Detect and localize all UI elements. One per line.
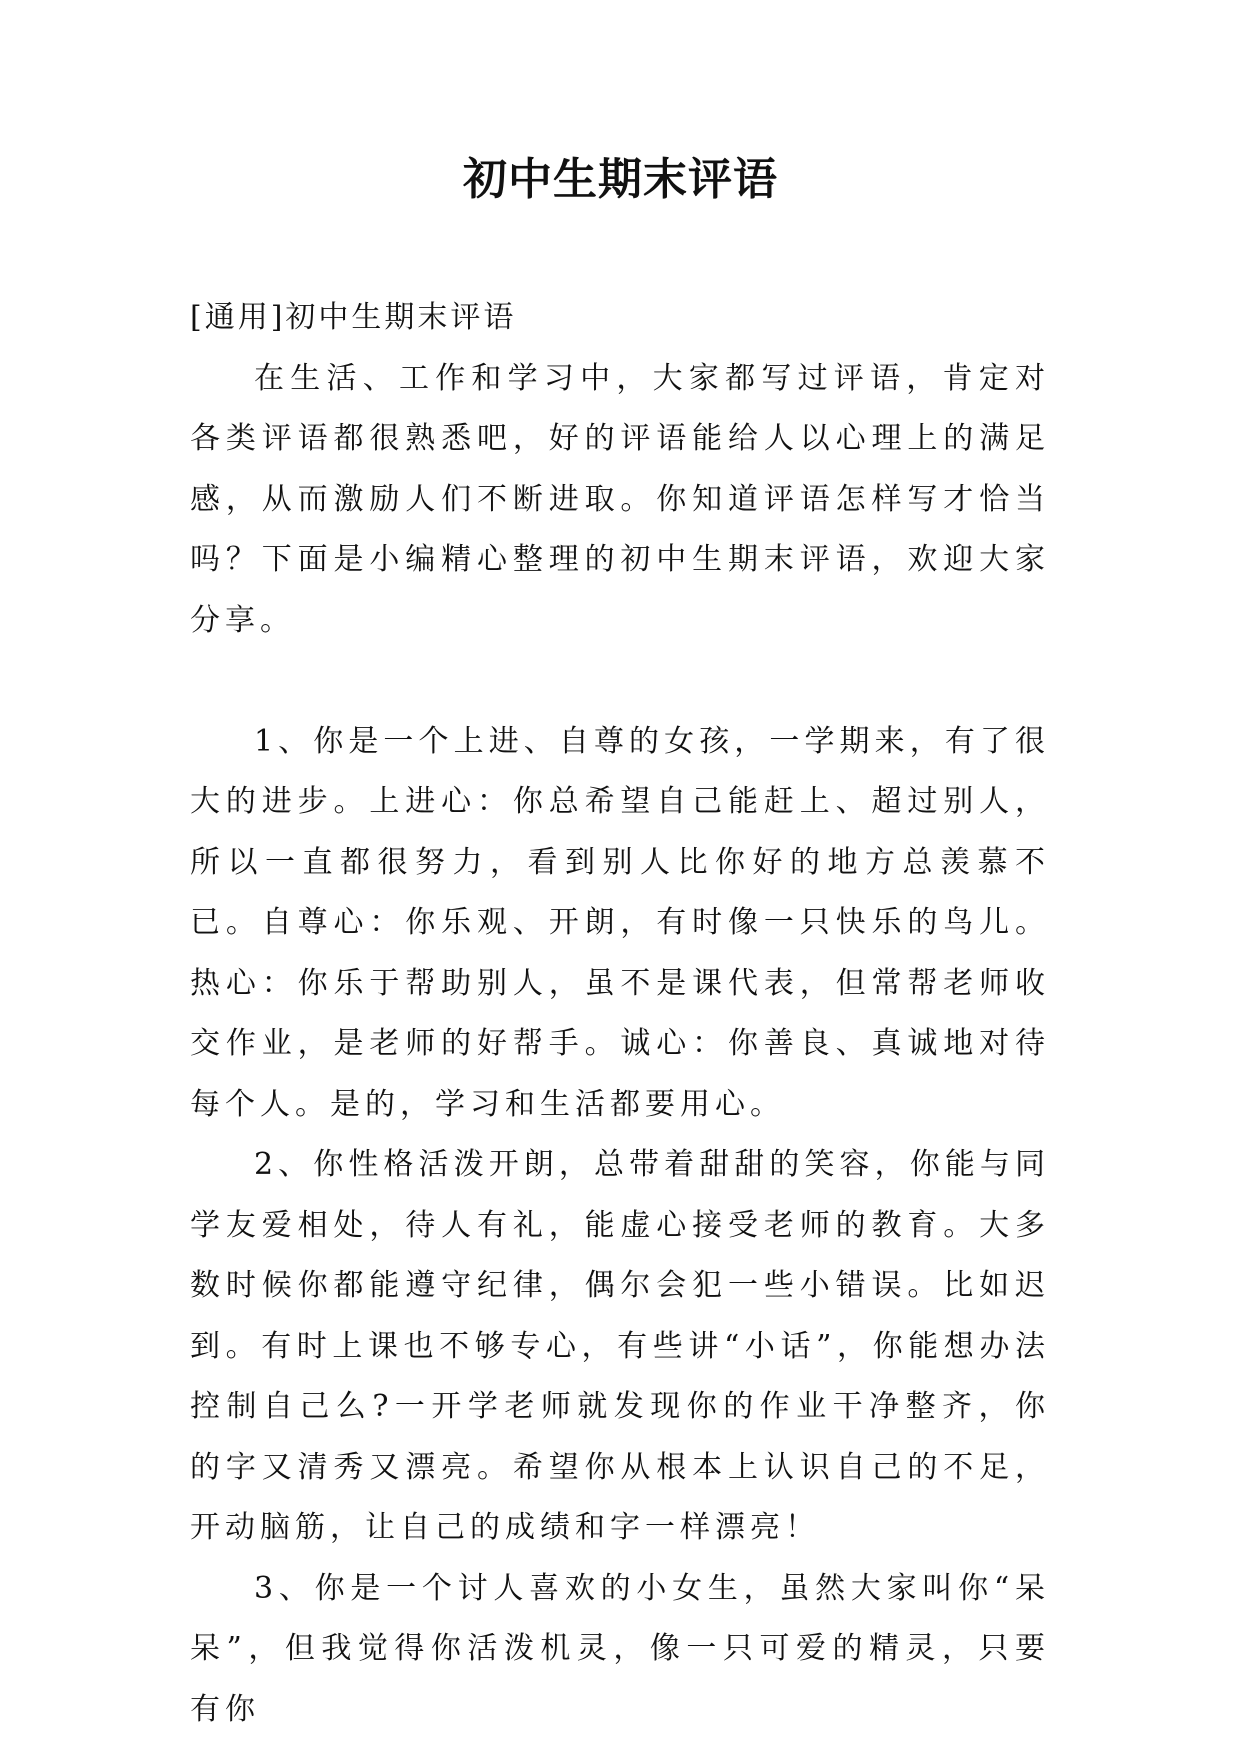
intro-paragraph: 在生活、工作和学习中，大家都写过评语，肯定对各类评语都很熟悉吧，好的评语能给人以心理上的满足感，从而激励人们不断进取。你知道评语怎样写才恰当吗？下面是小编精心整理的初中生期末评语，欢迎大家分享。 xyxy=(190,360,1050,638)
comment-paragraph-2: 2、你性格活泼开朗，总带着甜甜的笑容，你能与同学友爱相处，待人有礼，能虚心接受老师的教育。大多数时候你都能遵守纪律，偶尔会犯一些小错误。比如迟到。有时上课也不够专心，有些讲“小话”，你能想办法控制自己么?一开学老师就发现你的作业干净整齐，你的字又清秀又漂亮。希望你从根本上认识自己的不足，开动脑筋，让自己的成绩和字一样漂亮！ xyxy=(190,1147,1050,1545)
paragraph-spacer xyxy=(190,651,1050,712)
document-subtitle: [通用]初中生期末评语 xyxy=(190,300,517,335)
comment-paragraph-3: 3、你是一个讨人喜欢的小女生，虽然大家叫你“呆呆”，但我觉得你活泼机灵，像一只可爱的精灵，只要有你 xyxy=(190,1570,1050,1727)
comment-paragraph-1: 1、你是一个上进、自尊的女孩，一学期来，有了很大的进步。上进心：你总希望自己能赶上、超过别人，所以一直都很努力，看到别人比你好的地方总羡慕不已。自尊心：你乐观、开朗，有时像一只快乐的鸟儿。热心：你乐于帮助别人，虽不是课代表，但常帮老师收交作业，是老师的好帮手。诚心：你善良、真诚地对待每个人。是的，学习和生活都要用心。 xyxy=(190,723,1050,1122)
document-title: 初中生期末评语 xyxy=(463,154,778,205)
document-body xyxy=(190,288,1050,1740)
